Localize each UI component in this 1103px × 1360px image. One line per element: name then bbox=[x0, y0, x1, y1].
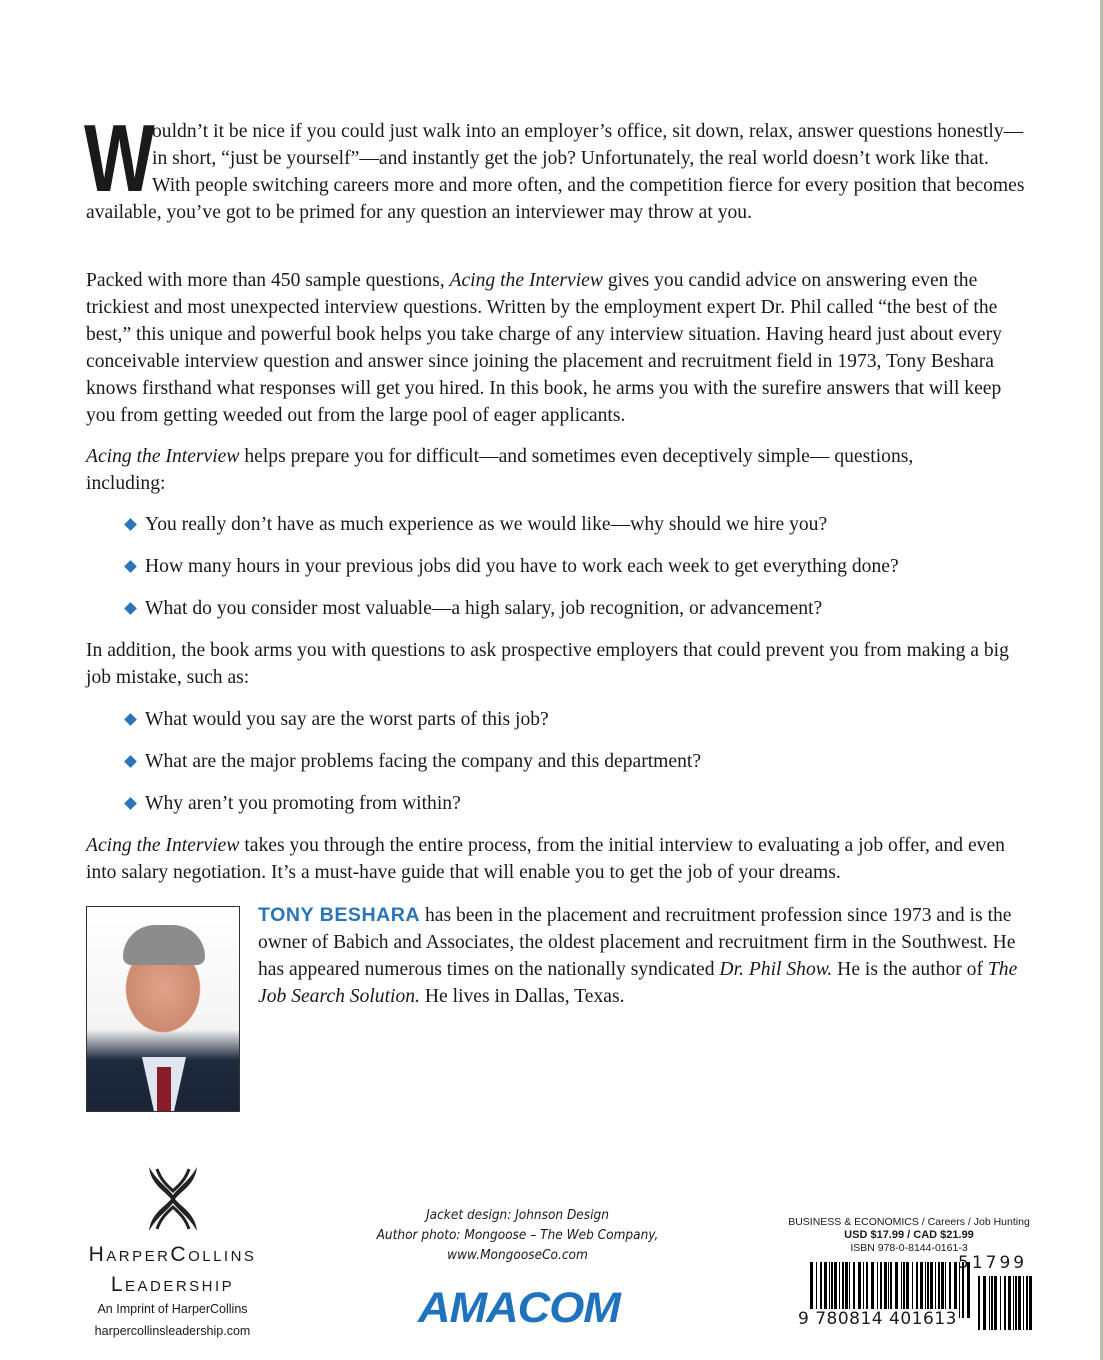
text: In addition, the book arms you with questions to ask prospective employers that could prevent you from making a big job mistake, such as: bbox=[86, 640, 1009, 688]
diamond-bullet-icon bbox=[124, 713, 137, 726]
text: He lives in Dallas, Texas. bbox=[419, 986, 625, 1007]
photo-credit: Author photo: Mongoose – The Web Company, bbox=[376, 1227, 659, 1243]
text: Packed with more than 450 sample questions, bbox=[86, 270, 450, 291]
diamond-bullet-icon bbox=[124, 797, 137, 810]
bullet-text: How many hours in your previous jobs did you have to work each week to get everything done? bbox=[145, 556, 899, 577]
intro-paragraph bbox=[84, 105, 1031, 226]
text: He is the author of bbox=[832, 959, 988, 980]
addon-number: 51799 bbox=[958, 1253, 1028, 1273]
bullet-item bbox=[124, 790, 461, 817]
bullet-text: Why aren’t you promoting from within? bbox=[145, 793, 461, 814]
harpercollins-leadership-logo bbox=[80, 1165, 265, 1342]
addon-barcode-bars bbox=[978, 1276, 1033, 1330]
ean-number: 9 780814 401613 bbox=[798, 1309, 957, 1329]
diamond-bullet-icon bbox=[124, 755, 137, 768]
isbn-text: ISBN 978-0-8144-0161-3 bbox=[850, 1242, 968, 1254]
author-bio bbox=[258, 902, 1038, 1010]
bullet-item bbox=[124, 748, 701, 775]
bullet-text: What are the major problems facing the company and this department? bbox=[145, 751, 702, 772]
author-name: TONY BESHARA bbox=[258, 904, 421, 926]
paragraph-process bbox=[86, 832, 1031, 886]
barcode-bar bbox=[1026, 1276, 1028, 1330]
barcode-bar bbox=[1013, 1276, 1014, 1330]
text: has been in the placement and recruitment profession since 1973 and is the owner of Babich and Associates, the oldest placement and recruitment firm in the Southwest. He has appeared numerous times on the nationally syndicated bbox=[258, 905, 1016, 980]
text: gives you candid advice on answering even the trickiest and most unexpected interview questions. Written by the employment expert Dr. Phil called “the best of the best,” this unique and powerful book helps you take charge of any interview situation. Having heard just about every conceivable interview question and answer since joining the placement and recruitment field in 1973, Tony Beshara knows firsthand what responses will get you hired. In this book, he arms you with the surefire answers that will keep you from getting weeded out from the large pool of eager applicants. bbox=[86, 270, 1002, 426]
author-photo bbox=[86, 906, 240, 1112]
barcode-bar bbox=[1023, 1276, 1024, 1330]
text: takes you through the entire process, from the initial interview to evaluating a job offer, and even into salary negotiation. It’s a must-have guide that will enable you to get the job of your dreams. bbox=[86, 835, 1005, 883]
show-title: Dr. Phil Show. bbox=[719, 959, 833, 980]
bullet-item bbox=[124, 595, 822, 622]
credits bbox=[376, 1205, 660, 1265]
intro-text: ouldn’t it be nice if you could just walk into an employer’s office, sit down, relax, answer questions honestly—in short, “just be yourself”—and instantly get the job? Unfortunately, the real world doesn’t work like that. With people switching careers more and more often, and the competition fierce for every position that becomes available, you’ve got to be primed for any question an interviewer may throw at you. bbox=[86, 121, 1025, 223]
text: helps prepare you for difficult—and sometimes even deceptively simple— questions, including: bbox=[86, 446, 914, 494]
bullet-item bbox=[124, 553, 899, 580]
photo-credit-url: www.MongooseCo.com bbox=[447, 1247, 588, 1263]
jacket-credit: Jacket design: Johnson Design bbox=[426, 1207, 609, 1223]
book-title: The Job Search Solution. bbox=[258, 959, 1018, 1007]
amacom-logo: AMACOM bbox=[418, 1284, 620, 1332]
barcode-bar bbox=[1004, 1276, 1006, 1330]
price-text: USD $17.99 / CAD $21.99 bbox=[844, 1229, 974, 1241]
bullet-item bbox=[124, 706, 549, 733]
barcode-bar bbox=[994, 1276, 997, 1330]
barcode-bar bbox=[1015, 1276, 1017, 1330]
barcode-bar bbox=[1029, 1276, 1032, 1330]
category-text: BUSINESS & ECONOMICS / Careers / Job Hunting bbox=[788, 1216, 1030, 1228]
book-title: Acing the Interview bbox=[449, 270, 603, 291]
publisher-subname: Leadership bbox=[110, 1273, 235, 1296]
barcode-bar bbox=[989, 1276, 990, 1330]
imprint-text: An Imprint of HarperCollins bbox=[97, 1302, 248, 1316]
barcode-info bbox=[786, 1216, 1032, 1255]
bullet-text: What would you say are the worst parts of this job? bbox=[145, 709, 549, 730]
book-title: Acing the Interview bbox=[86, 446, 240, 467]
barcode-bar bbox=[983, 1276, 986, 1330]
barcode-bar bbox=[978, 1276, 980, 1330]
publisher-name: HarperCollins bbox=[88, 1243, 257, 1266]
bullet-text: What do you consider most valuable—a high salary, job recognition, or advancement? bbox=[145, 598, 823, 619]
paragraph-sample-questions bbox=[86, 267, 1031, 429]
publisher-url: harpercollinsleadership.com bbox=[94, 1324, 251, 1338]
harpercollins-flame-icon bbox=[143, 1165, 203, 1233]
drop-cap: W bbox=[84, 105, 155, 212]
bullet-item bbox=[124, 511, 827, 538]
paragraph-prepare bbox=[86, 443, 916, 497]
barcode-bar bbox=[1018, 1276, 1021, 1330]
barcode-bar bbox=[1008, 1276, 1011, 1330]
diamond-bullet-icon bbox=[124, 560, 137, 573]
diamond-bullet-icon bbox=[124, 518, 137, 531]
book-title: Acing the Interview bbox=[86, 835, 240, 856]
barcode-bar bbox=[1000, 1276, 1001, 1330]
bullet-text: You really don’t have as much experience as we would like—why should we hire you? bbox=[145, 514, 828, 535]
barcode-bar bbox=[991, 1276, 993, 1330]
paragraph-in-addition bbox=[86, 637, 1031, 691]
diamond-bullet-icon bbox=[124, 602, 137, 615]
